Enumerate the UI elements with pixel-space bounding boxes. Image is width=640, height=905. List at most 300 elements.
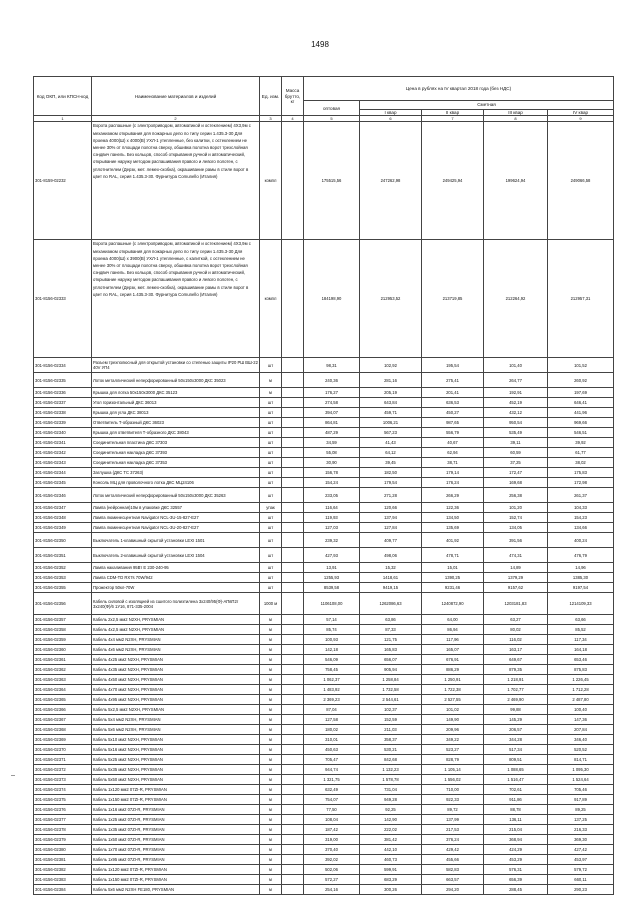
cell-q1: 205,19 [360, 388, 422, 398]
cell-q1: 102,37 [360, 705, 422, 715]
cell-q1: 949,28 [360, 795, 422, 805]
header-q4: IV квар [548, 110, 614, 116]
cell-name: Кабель 5х6 мм2 N2XH FE180, PRYSMIAN [92, 885, 260, 895]
cell-code: 301-8156-02351 [34, 548, 92, 563]
cell-q3: 145,29 [484, 715, 548, 725]
cell-q2: 137,99 [422, 815, 484, 825]
cell-q3: 9157,62 [484, 583, 548, 593]
cell-q1: 222,02 [360, 825, 422, 835]
cell-name: Кабель 1х150 мм2 07ZI-R, PRYSMIAN [92, 795, 260, 805]
cell-q2: 15,01 [422, 563, 484, 573]
cell-mass [282, 398, 304, 408]
cell-mass [282, 885, 304, 895]
cell-q2: 209,96 [422, 725, 484, 735]
cell-unit: м [260, 665, 282, 675]
cell-q4: 137,25 [548, 815, 614, 825]
table-row [34, 418, 614, 428]
cell-mass [282, 625, 304, 635]
cell-mass [282, 468, 304, 478]
cell-q2: 64,00 [422, 615, 484, 625]
cell-q4: 290,23 [548, 885, 614, 895]
cell-q1: 165,83 [360, 645, 422, 655]
table-row [34, 583, 614, 593]
cell-mass [282, 855, 304, 865]
cell-q3: 656,39 [484, 875, 548, 885]
cell-mass [282, 685, 304, 695]
table-header [34, 77, 614, 122]
cell-mass [282, 875, 304, 885]
cell-q4: 89,25 [548, 805, 614, 815]
cell-mass [282, 665, 304, 675]
cell-q1: 15,32 [360, 563, 422, 573]
cell-q2: 89,72 [422, 805, 484, 815]
cell-price: 487,29 [304, 428, 360, 438]
cell-name: Лампа накаливания 95Вт Е 230-240-95 [92, 563, 260, 573]
cell-mass [282, 240, 304, 358]
cell-unit: м [260, 745, 282, 755]
cell-price: 2 369,23 [304, 695, 360, 705]
cell-mass [282, 458, 304, 468]
table-row [34, 815, 614, 825]
cell-mass [282, 615, 304, 625]
cell-mass [282, 695, 304, 705]
cell-unit: м [260, 635, 282, 645]
cell-q2: 38,71 [422, 458, 484, 468]
cell-name: Кабель 1х35 мм2 07ZI-R, PRYSMIAN [92, 825, 260, 835]
cell-q4: 117,34 [548, 635, 614, 645]
cell-mass [282, 418, 304, 428]
cell-q4: 39,92 [548, 438, 614, 448]
cell-unit: шт [260, 533, 282, 548]
cell-price: 392,02 [304, 855, 360, 865]
table-row [34, 695, 614, 705]
cell-code: 301-8156-02343 [34, 458, 92, 468]
cell-q4: 216,33 [548, 825, 614, 835]
cell-q4: 1 712,28 [548, 685, 614, 695]
cell-q2: 922,33 [422, 795, 484, 805]
cell-q4: 1 226,45 [548, 675, 614, 685]
cell-q1: 182,50 [360, 468, 422, 478]
cell-q1: 731,04 [360, 785, 422, 795]
cell-price: 175515,56 [304, 122, 360, 240]
cell-q2: 213719,85 [422, 240, 484, 358]
cell-q3: 60,59 [484, 448, 548, 458]
cell-q2: 556,79 [422, 428, 484, 438]
cell-q4: 1 095,30 [548, 765, 614, 775]
cell-name: Кабель 5х10 мм2 N2XH, PRYSMIAN [92, 735, 260, 745]
table-row [34, 635, 614, 645]
cell-mass [282, 825, 304, 835]
cell-q4: 100,40 [548, 705, 614, 715]
cell-name: Кабель 1х25 мм2 07ZI-R, PRYSMIAN [92, 815, 260, 825]
table-row [34, 503, 614, 513]
cell-mass [282, 635, 304, 645]
cell-code: 301-8156-02363 [34, 675, 92, 685]
cell-code: 301-8156-02342 [34, 448, 92, 458]
cell-q1: 1 578,78 [360, 775, 422, 785]
cell-mass [282, 548, 304, 563]
cell-code: 301-8156-02336 [34, 388, 92, 398]
cell-mass [282, 533, 304, 548]
table-row [34, 745, 614, 755]
cell-mass [282, 735, 304, 745]
cell-q4: 427,42 [548, 845, 614, 855]
cell-q4: 705,46 [548, 785, 614, 795]
cell-q3: 163,17 [484, 645, 548, 655]
column-number: 5 [304, 116, 360, 122]
cell-q2: 249425,94 [422, 122, 484, 240]
cell-code: 301-8156-02355 [34, 583, 92, 593]
cell-price: 13,91 [304, 563, 360, 573]
cell-q2: 176,24 [422, 478, 484, 488]
cell-name: Соединительная накладка ДКС 37353 [92, 458, 260, 468]
cell-q1: 905,94 [360, 665, 422, 675]
cell-q1: 271,28 [360, 488, 422, 503]
cell-price: 864,81 [304, 418, 360, 428]
cell-q2: 429,42 [422, 845, 484, 855]
cell-code: 301-8156-02361 [34, 655, 92, 665]
table-row [34, 458, 614, 468]
cell-q1: 442,10 [360, 845, 422, 855]
cell-price: 1106108,00 [304, 593, 360, 615]
cell-name: Кабель 4х50 мм2 N2XH, PRYSMIAN [92, 675, 260, 685]
table-body [34, 122, 614, 895]
cell-q1: 1 258,84 [360, 675, 422, 685]
cell-code: 301-8156-02347 [34, 503, 92, 513]
cell-q1: 656,07 [360, 655, 422, 665]
cell-q2: 376,24 [422, 835, 484, 845]
cell-code: 301-8156-02358 [34, 625, 92, 635]
cell-q2: 40,67 [422, 438, 484, 448]
cell-q4: 875,83 [548, 665, 614, 675]
cell-q2: 1 105,14 [422, 765, 484, 775]
table-row [34, 705, 614, 715]
cell-price: 254,16 [304, 885, 360, 895]
cell-mass [282, 513, 304, 523]
cell-q4: 38,02 [548, 458, 614, 468]
cell-name: Соединительная накладка ДКС 37393 [92, 448, 260, 458]
cell-q3: 950,54 [484, 418, 548, 428]
cell-mass [282, 373, 304, 388]
cell-q2: 523,27 [422, 745, 484, 755]
cell-q3: 517,34 [484, 745, 548, 755]
cell-q2: 663,57 [422, 875, 484, 885]
cell-unit: м [260, 775, 282, 785]
cell-unit: компл [260, 240, 282, 358]
cell-q1: 64,12 [360, 448, 422, 458]
cell-q3: 452,19 [484, 398, 548, 408]
cell-code: 301-8156-02370 [34, 745, 92, 755]
cell-q4: 546,51 [548, 428, 614, 438]
cell-q1: 211,03 [360, 725, 422, 735]
cell-unit: м [260, 805, 282, 815]
cell-price: 87,04 [304, 705, 360, 715]
cell-code: 301-8156-02373 [34, 775, 92, 785]
cell-q4: 261,37 [548, 488, 614, 503]
table-row [34, 885, 614, 895]
cell-q4: 197,69 [548, 388, 614, 398]
cell-unit: м [260, 388, 282, 398]
cell-code: 301-8156-02359 [34, 635, 92, 645]
cell-name: Лоток металлический неперфорированный 50х150х3000 ДКС 35263 [92, 488, 260, 503]
cell-q1: 381,42 [360, 835, 422, 845]
cell-q2: 195,54 [422, 358, 484, 373]
cell-q3: 1 088,65 [484, 765, 548, 775]
column-number: 7 [422, 116, 484, 122]
cell-q2: 201,41 [422, 388, 484, 398]
table-row [34, 835, 614, 845]
cell-q2: 401,92 [422, 533, 484, 548]
cell-q2: 275,41 [422, 373, 484, 388]
cell-q2: 86,94 [422, 625, 484, 635]
cell-price: 427,93 [304, 548, 360, 563]
cell-q3: 199624,94 [484, 122, 548, 240]
cell-code: 301-8156-02378 [34, 825, 92, 835]
cell-unit: м [260, 755, 282, 765]
cell-q2: 2 527,55 [422, 695, 484, 705]
cell-q2: 294,20 [422, 885, 484, 895]
cell-name: Кабель 5х2,5 мм2 N2XH, PRYSMIAN [92, 705, 260, 715]
cell-q4: 164,18 [548, 645, 614, 655]
cell-q1: 498,06 [360, 548, 422, 563]
cell-name: Кабель 4х2,5 мм2 N2XH, PRYSMIAN [92, 625, 260, 635]
cell-unit: шт [260, 438, 282, 448]
cell-mass [282, 438, 304, 448]
cell-unit: м [260, 795, 282, 805]
cell-mass [282, 503, 304, 513]
cell-code: 301-8156-02356 [34, 593, 92, 615]
cell-unit: м [260, 615, 282, 625]
cell-mass [282, 408, 304, 418]
cell-q3: 101,40 [484, 358, 548, 373]
cell-q3: 702,61 [484, 785, 548, 795]
table-row [34, 875, 614, 885]
cell-name: Выключатель 2-клавишный скрытой установки LEXI 1504 [92, 548, 260, 563]
cell-unit: м [260, 845, 282, 855]
table-row [34, 523, 614, 533]
cell-q1: 409,77 [360, 533, 422, 548]
cell-name: Кабель 4х95 мм2 N2XH, PRYSMIAN [92, 695, 260, 705]
cell-price: 632,49 [304, 785, 360, 795]
cell-name: Ворота распашные (с электроприводом, автоматикой и остеклением) 4Х3,9м с механизмом открывания для пожарных депо по типу серии 1.435.3-30 Для проема 4000(Ш) х 4000(В) УХЛ-1 утепленные, без калитки, с остеклением не менее 30% от площади полотна сверху, обшивка полотна ворот трехслойная сэндвич панель. Без кольцов, способ открывания ручной и автоматический, открывание наружу методом распашивания правого и левого полотен, с уплотнителем (Дерзк, мет. лемех-скобка), окрашивание рамы в стиле ворот в цвет по RAL, серия 1.435.3-30. Фурнитура Comunello (Италия) [92, 122, 260, 240]
cell-mass [282, 715, 304, 725]
cell-unit: м [260, 685, 282, 695]
header-q2: II квар [422, 110, 484, 116]
cell-mass [282, 428, 304, 438]
cell-q3: 649,67 [484, 655, 548, 665]
cell-price: 176,27 [304, 388, 360, 398]
cell-price: 187,42 [304, 825, 360, 835]
cell-q4: 175,83 [548, 468, 614, 478]
cell-price: 116,64 [304, 503, 360, 513]
cell-code: 301-8156-02375 [34, 795, 92, 805]
cell-name: Кабель 1х16 мм2 07ZI-R, PRYSMIAN [92, 805, 260, 815]
table-row [34, 725, 614, 735]
cell-price: 8539,58 [304, 583, 360, 593]
cell-unit: м [260, 865, 282, 875]
cell-price: 30,90 [304, 458, 360, 468]
cell-code: 301-8159-02232 [34, 122, 92, 240]
cell-q3: 391,56 [484, 533, 548, 548]
cell-code: 301-8156-02340 [34, 428, 92, 438]
cell-code: 301-8156-02360 [34, 645, 92, 655]
cell-q1: 92,25 [360, 805, 422, 815]
table-row [34, 845, 614, 855]
cell-q1: 599,91 [360, 865, 422, 875]
cell-q3: 192,91 [484, 388, 548, 398]
cell-mass [282, 775, 304, 785]
cell-code: 301-8156-02381 [34, 855, 92, 865]
cell-q1: 358,37 [360, 735, 422, 745]
table-row [34, 795, 614, 805]
cell-name: Кабель 1х120 мм2 07ZI-R, PRYSMIAN [92, 785, 260, 795]
cell-q2: 117,96 [422, 635, 484, 645]
table-row [34, 438, 614, 448]
cell-unit: м [260, 655, 282, 665]
cell-q1: 281,16 [360, 373, 422, 388]
cell-q1: 137,94 [360, 513, 422, 523]
cell-unit: шт [260, 488, 282, 503]
cell-price: 239,32 [304, 533, 360, 548]
cell-code: 301-8156-02377 [34, 815, 92, 825]
cell-unit: шт [260, 458, 282, 468]
cell-q2: 1 250,91 [422, 675, 484, 685]
cell-q4: 520,52 [548, 745, 614, 755]
cell-q1: 683,29 [360, 875, 422, 885]
cell-mass [282, 583, 304, 593]
cell-mass [282, 448, 304, 458]
price-table [33, 76, 614, 895]
cell-q4: 917,89 [548, 795, 614, 805]
table-row [34, 855, 614, 865]
table-row [34, 548, 614, 563]
cell-q3: 212264,92 [484, 240, 548, 358]
cell-unit: шт [260, 563, 282, 573]
cell-price: 319,00 [304, 835, 360, 845]
cell-price: 127,58 [304, 715, 360, 725]
cell-price: 394,07 [304, 408, 360, 418]
cell-mass [282, 795, 304, 805]
cell-code: 301-8156-02383 [34, 875, 92, 885]
cell-q3: 172,47 [484, 468, 548, 478]
cell-price: 57,14 [304, 615, 360, 625]
cell-name: Лампа люминесцентная Navigator NCL-3U-15-827-E27 [92, 513, 260, 523]
cell-q4: 476,79 [548, 548, 614, 563]
cell-q2: 122,36 [422, 503, 484, 513]
cell-code: 301-8156-02338 [34, 408, 92, 418]
cell-q2: 135,69 [422, 523, 484, 533]
cell-q2: 455,66 [422, 855, 484, 865]
table-row [34, 685, 614, 695]
cell-unit: шт [260, 448, 282, 458]
cell-name: Кабель 2х2,5 мм2 N2XH, PRYSMIAN [92, 615, 260, 625]
cell-mass [282, 865, 304, 875]
cell-code: 301-8156-02380 [34, 845, 92, 855]
cell-q1: 39,45 [360, 458, 422, 468]
cell-q2: 987,65 [422, 418, 484, 428]
cell-q3: 80,02 [484, 625, 548, 635]
table-row [34, 735, 614, 745]
cell-q4: 814,71 [548, 755, 614, 765]
cell-price: 108,04 [304, 815, 360, 825]
cell-q4: 453,97 [548, 855, 614, 865]
cell-name: Кабель 1х95 мм2 07ZI-R, PRYSMIAN [92, 855, 260, 865]
cell-price: 100,93 [304, 635, 360, 645]
cell-q3: 99,88 [484, 705, 548, 715]
cell-q4: 369,30 [548, 835, 614, 845]
cell-q4: 400,24 [548, 533, 614, 548]
cell-code: 301-8156-02333 [34, 240, 92, 358]
table-row [34, 573, 614, 583]
cell-name: Крышка для ответвителя Т-образного ДКС 38043 [92, 428, 260, 438]
cell-unit: шт [260, 573, 282, 583]
cell-q3: 215,04 [484, 825, 548, 835]
cell-code: 301-8156-02371 [34, 755, 92, 765]
cell-mass [282, 645, 304, 655]
cell-q3: 424,29 [484, 845, 548, 855]
cell-code: 301-8156-02357 [34, 615, 92, 625]
column-number: 8 [484, 116, 548, 122]
cell-q3: 14,89 [484, 563, 548, 573]
cell-q2: 676,91 [422, 655, 484, 665]
header-price-title: Цена в рублях на IV квартал 2018 года (без НДС) [304, 77, 614, 101]
cell-name: Лампа люминесцентная Navigator NCL-3U-20-827-E27 [92, 523, 260, 533]
cell-q4: 249066,58 [548, 122, 614, 240]
margin-mark [11, 775, 15, 776]
table-row [34, 615, 614, 625]
cell-mass [282, 805, 304, 815]
table-row [34, 513, 614, 523]
cell-code: 301-8156-02365 [34, 695, 92, 705]
cell-price: 502,06 [304, 865, 360, 875]
cell-q4: 260,92 [548, 373, 614, 388]
cell-q2: 636,53 [422, 398, 484, 408]
cell-q3: 39,11 [484, 438, 548, 448]
cell-q2: 1 556,02 [422, 775, 484, 785]
column-number: 9 [548, 116, 614, 122]
cell-name: Лампа CDM-TD RX7s 70W/942 [92, 573, 260, 583]
cell-mass [282, 725, 304, 735]
cell-q4: 172,98 [548, 478, 614, 488]
cell-q3: 1 516,47 [484, 775, 548, 785]
cell-unit: м [260, 725, 282, 735]
cell-q4: 134,66 [548, 523, 614, 533]
cell-unit: шт [260, 583, 282, 593]
cell-price: 370,40 [304, 845, 360, 855]
cell-unit: шт [260, 478, 282, 488]
cell-name: Кабель 5х6 мм2 N2XH, PRYSMIAN [92, 725, 260, 735]
cell-price: 758,45 [304, 665, 360, 675]
column-number: 4 [282, 116, 304, 122]
cell-q2: 266,29 [422, 488, 484, 503]
cell-q4: 212957,31 [548, 240, 614, 358]
cell-q3: 37,25 [484, 458, 548, 468]
cell-q3: 1379,29 [484, 573, 548, 583]
cell-q2: 1240872,90 [422, 593, 484, 615]
cell-name: Крышка для угла ДКС 38013 [92, 408, 260, 418]
cell-q3: 101,20 [484, 503, 548, 513]
cell-name: Соединительная пластина ДКС 37303 [92, 438, 260, 448]
header-retail: оптовая [304, 101, 360, 116]
cell-q3: 63,27 [484, 615, 548, 625]
cell-q3: 169,68 [484, 478, 548, 488]
cell-price: 98,31 [304, 358, 360, 373]
cell-q2: 886,29 [422, 665, 484, 675]
cell-price: 34,59 [304, 438, 360, 448]
cell-q3: 344,28 [484, 735, 548, 745]
cell-name: Заглушка (ДКС ТС 37263) [92, 468, 260, 478]
cell-q4: 2 487,80 [548, 695, 614, 705]
